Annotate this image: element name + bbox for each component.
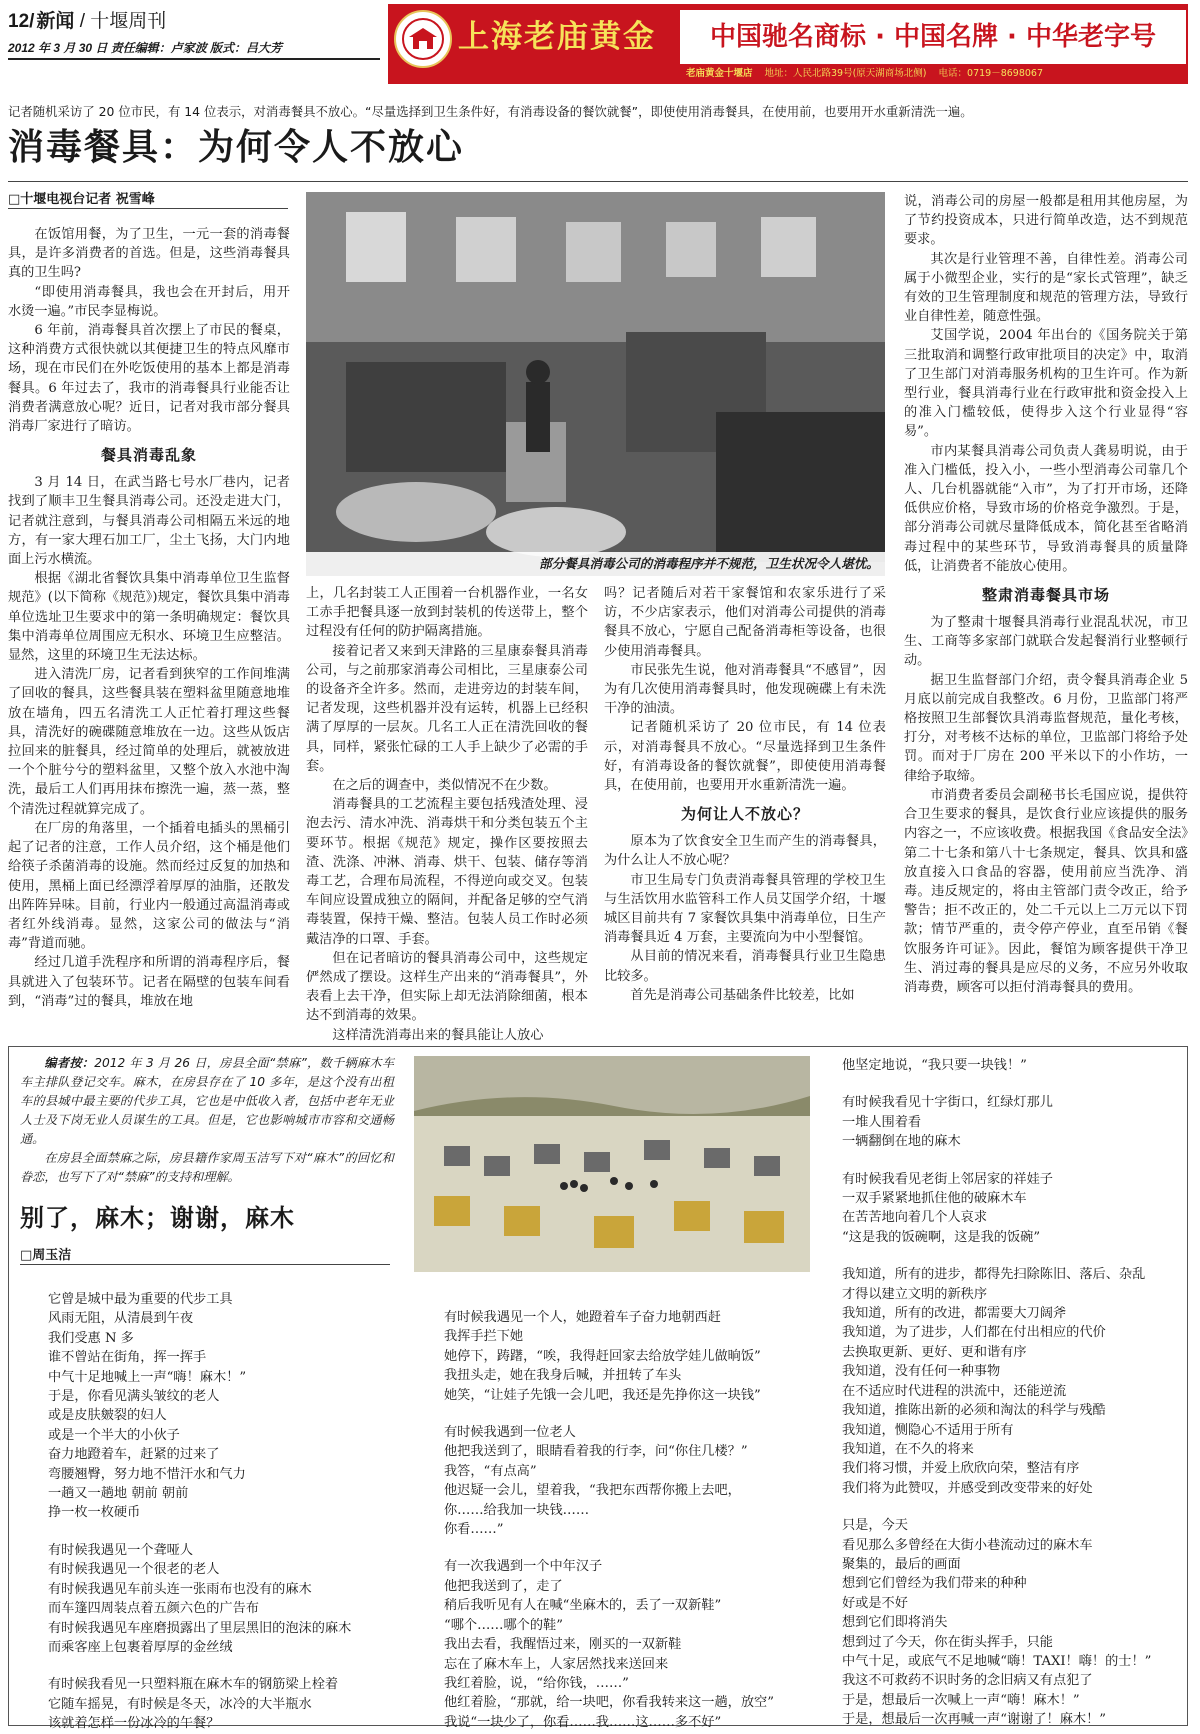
paragraph: 这样清洗消毒出来的餐具能让人放心 bbox=[332, 1027, 544, 1043]
temple-logo-icon bbox=[401, 17, 445, 61]
ad-address: 地址：人民北路39号(原天湖商场北侧) bbox=[764, 68, 927, 79]
byline-rule bbox=[8, 208, 288, 209]
poem-title: 别了，麻木；谢谢，麻木 bbox=[20, 1204, 295, 1232]
ad-store: 老庙黄金十堰店 bbox=[686, 68, 753, 79]
stanza: 只是，今天 看见那么多曾经在大街小巷流动过的麻木车 聚集的，最后的画面 想到它们曾经为我们带来的种种 好或是不好 想到它们即将消失 想到过了今天，你在街头挥手，只能 中气十足，或底气不足地喊“嗨！TAXI！嗨！的士！” 我这不可救药不识时务的念旧病又有点犯了 于是，想最后一次喊上一声“嗨！麻木！” 于是，想最后一次再喊一声“谢谢了！麻木！” bbox=[842, 1518, 1152, 1728]
stanza: 有时候我看见十字街口，红绿灯那儿 一堆人围着看 一辆翻倒在地的麻木 bbox=[842, 1095, 1053, 1150]
paragraph: 在饭馆用餐，为了卫生，一元一套的消毒餐具，是许多消费者的首选。但是，这些消毒餐具真的卫生吗? bbox=[8, 227, 290, 281]
ad-brand: 上海老庙黄金 bbox=[458, 19, 656, 55]
paragraph: 记者随机采访了 20 位市民，有 14 位表示，对消毒餐具不放心。“尽量选择到卫生条件好，有消毒设备的餐饮就餐”，即使使用消毒餐具，在使用前，也要用开水重新清洗一遍。 bbox=[604, 720, 886, 794]
paragraph: 从目前的情况来看，消毒餐具行业卫生隐患比较多。 bbox=[604, 949, 886, 984]
paragraph: “即使用消毒餐具，我也会在开封后，用开水烫一遍。”市民李显梅说。 bbox=[8, 284, 290, 319]
stanza: 有时候我遇见一个人，她蹬着车子奋力地朝西赶 我挥手拦下她 她停下，踌躇，“唉，我得赶回家去给放学娃儿做晌饭” 我扭头走，她在我身后喊，并扭转了车头 她笑，“让娃子先饿一会儿吧，我还是先挣你这一块钱” bbox=[444, 1310, 761, 1403]
poem-column-1 bbox=[48, 1290, 398, 1732]
paragraph: 但在记者暗访的餐具消毒公司中，这些规定俨然成了摆设。这样生产出来的“消毒餐具”，外表看上去干净，但实际上却无法消除细菌，根本达不到消毒的效果。 bbox=[306, 950, 588, 1024]
paragraph: 据卫生监督部门介绍，责令餐具消毒企业 5 月底以前完成自我整改。6 月份，卫监部门将严格按照卫生部餐饮具消毒监督规范，量化考核，打分，对考核不达标的单位，卫监部门将给予处罚。而对于厂房在 200 平米以下的小作坊，一律给予取缔。 bbox=[904, 672, 1188, 784]
date-line: 2012 年 3 月 30 日 责任编辑：卢家波 版式：吕大芳 bbox=[8, 41, 283, 55]
paragraph: 吗？记者随后对若干家餐馆和农家乐进行了采访，不少店家表示，他们对消毒公司提供的消毒餐具不放心，宁愿自己配备消毒柜等设备，也很少使用消毒餐具。 bbox=[604, 586, 886, 659]
factory-scene bbox=[306, 192, 885, 576]
paragraph: 为了整肃十堰餐具消毒行业混乱状况，市卫生、工商等多家部门就联合发起餐消行业整顿行动。 bbox=[904, 615, 1188, 669]
page-number: 12/ bbox=[8, 11, 35, 32]
lede: 记者随机采访了 20 位市民，有 14 位表示，对消毒餐具不放心。“尽量选择到卫生条件好，有消毒设备的餐饮就餐”，即使使用消毒餐具，在使用前，也要用开水重新清洗一遍。 bbox=[8, 104, 973, 119]
paragraph: 在之后的调查中，类似情况不在少数。 bbox=[332, 778, 557, 794]
stanza: 有时候我看见一只塑料瓶在麻木车的钢筋梁上栓着 它随车摇晃，有时候是冬天，冰冷的大半瓶水 该就着怎样一份冰冷的午餐？ bbox=[48, 1677, 339, 1732]
paragraph: 上，几名封装工人正围着一台机器作业，一名女工赤手把餐具逐一放到封装机的传送带上，整个过程没有任何的防护隔离措施。 bbox=[306, 586, 588, 640]
factory-photo bbox=[306, 192, 885, 576]
paragraph: 艾国学说，2004 年出台的《国务院关于第三批取消和调整行政审批项目的决定》中，取消了卫生部门对消毒服务机构的卫生许可。作为新型行业，餐具消毒行业在行政审批和资金投入上的准入门槛较低，使得步入这个行业显得“容易”。 bbox=[904, 328, 1188, 440]
ad-phone: 电话：0719－8698067 bbox=[938, 68, 1044, 79]
ad-slogan: 中国驰名商标 · 中国名牌 · 中华老字号 bbox=[680, 10, 1186, 64]
stanza: 有时候我遇见一个聋哑人 有时候我遇见一个很老的老人 有时候我遇见车前头连一张雨布也没有的麻木 而车篷四周装点着五颜六色的广告布 有时候我遇见车座磨损露出了里层黑旧的泡沫的麻木 而乘客座上包裹着厚厚的金丝绒 bbox=[48, 1542, 352, 1655]
masthead-rule bbox=[8, 58, 380, 60]
editor-note bbox=[20, 1054, 394, 1187]
subhead-why: 为何让人不放心？ bbox=[680, 805, 809, 824]
poem-byline-rule bbox=[20, 1264, 390, 1265]
article1-column-2 bbox=[306, 584, 588, 1043]
ad-banner bbox=[388, 4, 1188, 84]
paragraph: 市卫生局专门负责消毒餐具管理的学校卫生与生活饮用水监管科工作人员艾国学介绍，十堰城区目前共有 7 家餐饮具集中消毒单位，日生产消毒餐具近 4 万套，主要流向为中小型餐馆。 bbox=[604, 872, 886, 946]
paragraph: 原本为了饮食安全卫生而产生的消毒餐具，为什么让人不放心呢？ bbox=[604, 834, 886, 869]
paragraph: 进入清洗厂房，记者看到狭窄的工作间堆满了回收的餐具，这些餐具装在塑料盆里随意地堆放在墙角，四五名清洗工人正忙着打理这些餐具，清洗好的碗碟随意堆放在一边。这些从饭店拉回来的脏餐具，经过简单的处理后，就被放进一个个脏兮兮的塑料盆里，又整个放入水池中淘洗，最后工人们再用抹布擦洗一遍，蒸一蒸，整个清洗过程就算完成了。 bbox=[8, 667, 290, 817]
stanza: 有时候我遇到一位老人 他把我送到了，眼睛看着我的行李，问“你住几楼？” 我答，“有点高” 他迟疑一会儿，望着我，“我把东西帮你搬上去吧， 你……给我加一块钱…… 你看……” bbox=[444, 1425, 748, 1538]
paragraph: 市民张先生说，他对消毒餐具“不感冒”，因为有几次使用消毒餐具时，他发现碗碟上有未洗干净的油渍。 bbox=[604, 662, 886, 717]
paragraph: 说，消毒公司的房屋一般都是租用其他房屋，为了节约投资成本，只进行简单改造，达不到规范要求。 bbox=[904, 194, 1188, 248]
paragraph: 根据《湖北省餐饮具集中消毒单位卫生监督规范》(以下简称《规范》)规定，餐饮具集中消毒单位选址卫生要求中的第一条明确规定：餐饮具集中消毒单位周围应无积水、环境卫生应整洁。显然，这里的环境卫生无法达标。 bbox=[8, 571, 290, 664]
article1-column-4 bbox=[904, 192, 1188, 1026]
paragraph: 首先是消毒公司基础条件比较差，比如 bbox=[630, 987, 855, 1003]
subhead-rectify: 整肃消毒餐具市场 bbox=[981, 586, 1110, 605]
paragraph: 3 月 14 日，在武当路七号水厂巷内，记者找到了顺丰卫生餐具消毒公司。还没走进大门，记者就注意到，与餐具消毒公司相隔五米远的地方，有一家大理石加工厂，尘土飞扬，大门内地面上污水横流。 bbox=[8, 475, 290, 568]
stanza: 他坚定地说，“我只要一块钱！” bbox=[842, 1058, 1027, 1073]
section-name: 新闻 bbox=[36, 11, 75, 32]
paragraph: 市内某餐具消毒公司负责人龚易明说，由于准入门槛低，投入小，一些小型消毒公司靠几个人、几台机器就能“入市”，为了打开市场，还降低供应价格，导致市场的价格竞争激烈。于是，部分消毒公司就尽量降低成本，简化甚至省略消毒过程中的某些环节，导致消毒餐具的质量降低，让消费者不能放心使用。 bbox=[904, 443, 1188, 574]
subhead-chaos: 餐具消毒乱象 bbox=[100, 446, 197, 465]
paragraph: 消毒餐具的工艺流程主要包括残渣处理、浸泡去污、清水冲洗、消毒烘干和分类包装五个主要环节。根据《规范》规定，操作区要按照去渣、洗涤、冲淋、消毒、烘干、包装、储存等消毒工艺，合理布局流程，不得逆向或交叉。包装车间应设置成独立的隔间，并配备足够的空气消毒装置，保持干燥、整洁。包装人员工作时必须戴洁净的口罩、手套。 bbox=[306, 797, 588, 947]
photo-caption: 部分餐具消毒公司的消毒程序并不规范，卫生状况令人堪忧。 bbox=[306, 552, 885, 576]
editor-note-text-2: 在房县全面禁麻之际，房县籍作家周玉洁写下对“麻木”的回忆和眷恋，也写下了对“禁麻”的支持和理解。 bbox=[20, 1151, 394, 1184]
editor-label: 编者按： bbox=[44, 1056, 95, 1070]
ad-logo bbox=[394, 10, 452, 68]
ad-info-bar bbox=[680, 66, 1186, 82]
poem-column-3 bbox=[842, 1056, 1182, 1728]
tricycle-scene bbox=[414, 1056, 810, 1272]
paragraph: 接着记者又来到天津路的三星康泰餐具消毒公司，与之前那家消毒公司相比，三星康泰公司的设备齐全许多。然而，走进旁边的封装车间，记者发现，这些机器并没有运转，机器上已经积满了厚厚的一层灰。几名工人正在清洗回收的餐具，同样，紧张忙碌的工人手上缺少了必需的手套。 bbox=[306, 643, 588, 774]
article1-column-3 bbox=[604, 584, 886, 1026]
byline: □十堰电视台记者 祝雪峰 bbox=[8, 192, 155, 207]
stanza: 我知道，所有的进步，都得先扫除陈旧、落后、杂乱 才得以建立文明的新秩序 我知道，所有的改进，都需要大刀阔斧 我知道，为了进步，人们都在付出相应的代价 去换取更新、更好、更和谐有序 我知道，没有任何一种事物 在不适应时代进程的洪流中，还能逆流 我知道，推陈出新的必须和淘汰的科学与残酷 我知道，恻隐心不适用于所有 我知道，在不久的将来 我们将习惯，并爱上欣欣向荣，整洁有序 我们将为此赞叹，并感受到改变带来的好处 bbox=[842, 1267, 1146, 1496]
edition-name: / 十堰周刊 bbox=[79, 11, 167, 32]
stanza: 有一次我遇到一个中年汉子 他把我送到了，走了 稍后我听见有人在喊“坐麻木的，丢了一双新鞋” “哪个……哪个的鞋” 我出去看，我醒悟过来，刚买的一双新鞋 忘在了麻木车上，人家居然找来送回来 我红着脸，说，“给你钱，……” 他红着脸，“那就，给一块吧，你看我转来这一趟，放空” 我说“一块少了，你看……我……这……多不好” bbox=[444, 1559, 774, 1730]
stanza: 它曾是城中最为重要的代步工具 风雨无阻，从清晨到午夜 我们受惠 N 多 谁不曾站在街角，挥一挥手 中气十足地喊上一声“嗨！麻木！” 于是，你看见满头皱纹的老人 或是皮肤皴裂的妇人 或是一个半大的小伙子 奋力地蹬着车，赶紧的过来了 弯腰翘臀，努力地不惜汗水和气力 一趟又一趟地 朝前 朝前 挣一枚一枚硬币 bbox=[48, 1292, 247, 1521]
title-rule bbox=[8, 181, 1188, 182]
paragraph: 在厂房的角落里，一个插着电插头的黑桶引起了记者的注意，工作人员介绍，这个桶是他们给筷子杀菌消毒的设施。然而经过反复的加热和使用，黑桶上面已经漂浮着厚厚的油脂，还散发出阵阵异味。目前，行业内一般通过高温消毒或者红外线消毒。显然，这家公司的做法与“消毒”背道而驰。 bbox=[8, 820, 290, 952]
paragraph: 其次是行业管理不善，自律性差。消毒公司属于小微型企业，实行的是“家长式管理”，缺乏有效的卫生管理制度和规范的管理方法，导致行业自律性差，随意性强。 bbox=[904, 251, 1188, 325]
paragraph: 6 年前，消毒餐具首次摆上了市民的餐桌，这种消费方式很快就以其便捷卫生的特点风靡市场，现在市民们在外吃饭使用的基本上都是消毒餐具。6 年过去了，我市的消毒餐具行业能否让消费者满意放心呢？近日，记者对我市部分餐具消毒厂家进行了暗访。 bbox=[8, 323, 290, 435]
article1-column-1 bbox=[8, 225, 290, 1025]
stanza: 有时候我看见老街上邻居家的祥娃子 一双手紧紧地抓住他的破麻木车 在苦苦地向着几个人哀求 “这是我的饭碗啊，这是我的饭碗” bbox=[842, 1171, 1053, 1245]
paragraph: 经过几道手洗程序和所谓的消毒程序后，餐具就进入了包装环节。记者在隔壁的包装车间看到，“消毒”过的餐具，堆放在地 bbox=[8, 955, 290, 1009]
masthead bbox=[8, 6, 388, 58]
poem-column-2 bbox=[444, 1308, 814, 1730]
poem-byline: □周玉洁 bbox=[20, 1248, 72, 1263]
editor-note-text: 2012 年 3 月 26 日，房县全面“禁麻”，数千辆麻木车车主排队登记交车。麻木，在房县存在了 10 多年，是这个没有出租车的县城中最主要的代步工具，它也是中低收入者，包括中老年无业人士及下岗无业人员谋生的工具。但是，它也影响城市市容和交通畅通。 bbox=[20, 1056, 395, 1146]
tricycle-photo bbox=[414, 1056, 810, 1272]
paragraph: 市消费者委员会副秘书长毛国应说，提供符合卫生要求的餐具，是饮食行业应该提供的服务内容之一，不应该收费。根据我国《食品安全法》第二十七条和第八十七条规定，餐具、饮具和盛放直接入口食品的容器，使用前应当洗净、消毒。违反规定的，将由主管部门责令改正，给予警告；拒不改正的，处二千元以上二万元以下罚款；情节严重的，责令停产停业，直至吊销《餐饮服务许可证》。因此，餐馆为顾客提供干净卫生、消过毒的餐具是应尽的义务，不应另外收取消毒费，顾客可以拒付消毒餐具的费用。 bbox=[904, 787, 1188, 995]
article-title: 消毒餐具：为何令人不放心 bbox=[8, 126, 465, 168]
